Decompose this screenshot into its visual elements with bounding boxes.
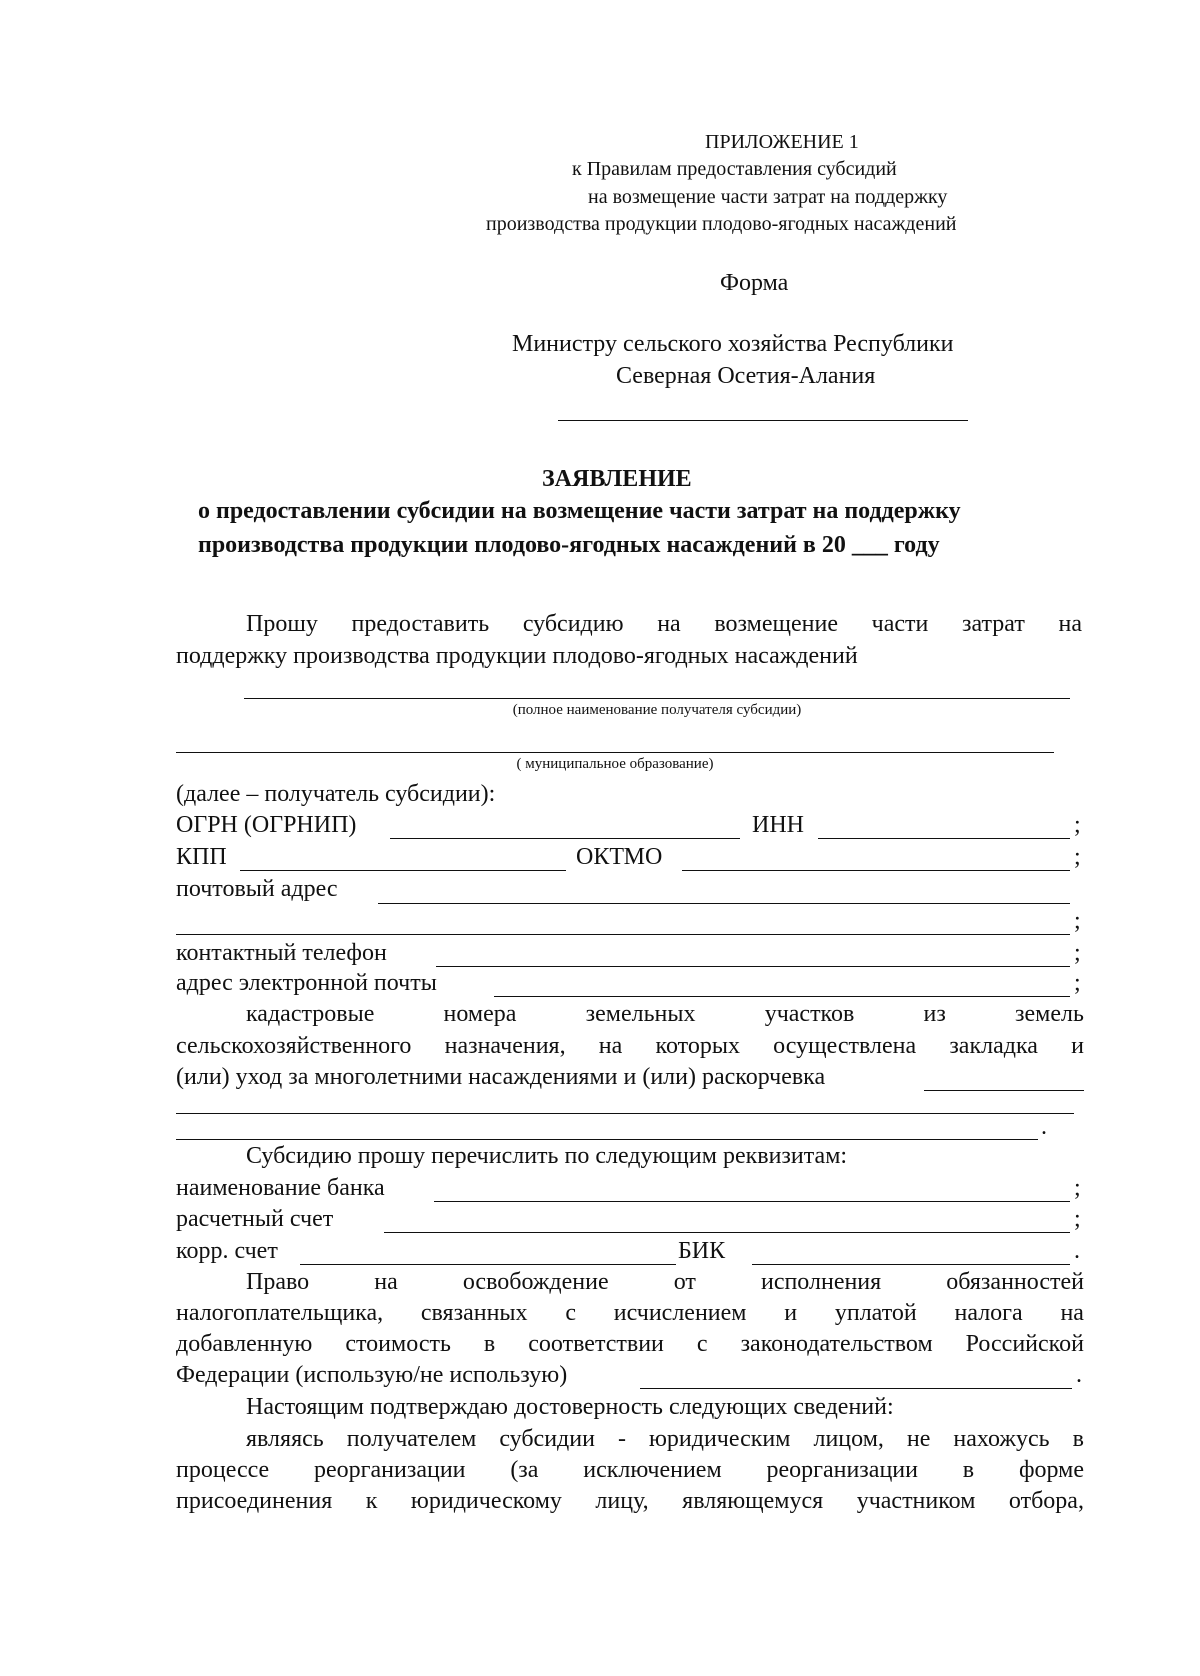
corr-account-field[interactable]: [300, 1264, 676, 1265]
word: в: [483, 1331, 496, 1357]
semicolon: ;: [1074, 1206, 1081, 1232]
municipality-blank: [176, 752, 1054, 753]
word: соответствии: [528, 1331, 664, 1357]
word: которых: [655, 1033, 740, 1059]
cadastral-line-3: (или) уход за многолетними насаждениями и (или) раскорчевка: [176, 1064, 826, 1090]
kpp-field[interactable]: [240, 870, 566, 871]
word: возмещение: [714, 611, 838, 637]
vat-field[interactable]: [640, 1388, 1072, 1389]
word: назначения,: [444, 1033, 566, 1059]
inn-field[interactable]: [818, 838, 1070, 839]
confirm-line-2: [176, 1457, 1084, 1484]
cadastral-field-3[interactable]: [176, 1139, 1038, 1140]
word: субсидии: [499, 1426, 595, 1452]
word: являющемуся: [682, 1488, 824, 1514]
oktmo-field[interactable]: [682, 870, 1070, 871]
addressee-blank-line: [558, 420, 968, 421]
word: номера: [443, 1001, 517, 1027]
caption-recipient-name: (полное наименование получателя субсидии): [512, 702, 802, 718]
word: исполнения: [760, 1269, 882, 1295]
word: исключением: [583, 1457, 722, 1483]
word: и: [784, 1300, 798, 1326]
email-field[interactable]: [494, 996, 1070, 997]
word: отбора,: [1008, 1488, 1084, 1514]
word: и: [1071, 1033, 1084, 1059]
email-label: адрес электронной почты: [176, 970, 437, 996]
word: на: [1058, 611, 1082, 637]
word: из: [923, 1001, 946, 1027]
word: лицу,: [595, 1488, 649, 1514]
hereinafter-text: (далее – получатель субсидии):: [176, 781, 496, 807]
header-line-3: производства продукции плодово-ягодных насаждений: [486, 213, 957, 235]
word: (за: [510, 1457, 539, 1483]
request-line-1: [246, 611, 1082, 638]
word: уплатой: [834, 1300, 917, 1326]
word: Прошу: [246, 611, 318, 637]
word: реорганизации: [314, 1457, 466, 1483]
account-field[interactable]: [384, 1232, 1070, 1233]
document-title: ЗАЯВЛЕНИЕ: [542, 466, 692, 492]
word: затрат: [962, 611, 1025, 637]
semicolon: ;: [1074, 844, 1081, 870]
word: на: [1060, 1300, 1084, 1326]
phone-label: контактный телефон: [176, 940, 387, 966]
word: в: [962, 1457, 975, 1483]
word: исчислением: [613, 1300, 747, 1326]
bank-intro: Субсидию прошу перечислить по следующим реквизитам:: [246, 1143, 848, 1169]
word: налога: [954, 1300, 1023, 1326]
semicolon: ;: [1074, 970, 1081, 996]
bank-name-label: наименование банка: [176, 1175, 385, 1201]
word: не: [906, 1426, 931, 1452]
inn-label: ИНН: [752, 812, 804, 838]
word: юридическим: [648, 1426, 791, 1452]
word: земельных: [585, 1001, 696, 1027]
postal-address-field[interactable]: [378, 903, 1070, 904]
word: на: [374, 1269, 398, 1295]
period: .: [1074, 1238, 1080, 1264]
recipient-name-blank: [244, 698, 1070, 699]
cadastral-line-2: [176, 1033, 1084, 1060]
word: реорганизации: [766, 1457, 918, 1483]
confirm-intro: Настоящим подтверждаю достоверность следующих сведений:: [246, 1394, 894, 1420]
semicolon: ;: [1074, 812, 1081, 838]
vat-line-1: [246, 1269, 1084, 1296]
word: Российской: [965, 1331, 1084, 1357]
addressee-line-1: Министру сельского хозяйства Республики: [512, 331, 954, 357]
semicolon: ;: [1074, 1175, 1081, 1201]
postal-address-label: почтовый адрес: [176, 876, 338, 902]
word: законодательством: [740, 1331, 933, 1357]
cadastral-field[interactable]: [924, 1090, 1084, 1091]
vat-line-2: [176, 1300, 1084, 1327]
word: с: [565, 1300, 576, 1326]
confirm-line-1: [246, 1426, 1084, 1453]
word: на: [657, 611, 681, 637]
word: в: [1072, 1426, 1084, 1452]
account-label: расчетный счет: [176, 1206, 334, 1232]
form-label: Форма: [720, 270, 789, 296]
semicolon: ;: [1074, 940, 1081, 966]
title-subline-1: о предоставлении субсидии на возмещение части затрат на поддержку: [198, 498, 961, 524]
bik-field[interactable]: [752, 1264, 1070, 1265]
word: -: [617, 1426, 626, 1452]
oktmo-label: ОКТМО: [576, 844, 663, 870]
corr-account-label: корр. счет: [176, 1238, 278, 1264]
word: закладка: [949, 1033, 1038, 1059]
caption-municipality: ( муниципальное образование): [516, 756, 714, 772]
bik-label: БИК: [678, 1238, 726, 1264]
word: являясь: [246, 1426, 324, 1452]
vat-line-4: Федерации (использую/не использую): [176, 1362, 568, 1388]
word: предоставить: [351, 611, 490, 637]
word: добавленную: [176, 1331, 313, 1357]
word: с: [696, 1331, 708, 1357]
word: осуществлена: [773, 1033, 917, 1059]
request-line-2: поддержку производства продукции плодово-ягодных насаждений: [176, 643, 858, 669]
word: участков: [764, 1001, 855, 1027]
word: получателем: [346, 1426, 477, 1452]
word: части: [871, 611, 929, 637]
word: налогоплательщика,: [176, 1300, 384, 1326]
kpp-label: КПП: [176, 844, 227, 870]
word: на: [598, 1033, 623, 1059]
vat-line-3: [176, 1331, 1084, 1358]
header-line-2: на возмещение части затрат на поддержку: [588, 186, 948, 208]
cadastral-line-1: [246, 1001, 1084, 1028]
header-line-1: к Правилам предоставления субсидий: [572, 158, 897, 180]
word: земель: [1015, 1001, 1084, 1027]
appendix-number: ПРИЛОЖЕНИЕ 1: [705, 131, 859, 153]
word: форме: [1018, 1457, 1084, 1483]
period: .: [1041, 1114, 1047, 1140]
phone-field[interactable]: [436, 966, 1070, 967]
word: присоединения: [176, 1488, 333, 1514]
ogrn-field[interactable]: [390, 838, 740, 839]
word: нахожусь: [953, 1426, 1050, 1452]
semicolon: ;: [1074, 908, 1081, 934]
word: связанных: [420, 1300, 528, 1326]
word: стоимость: [345, 1331, 451, 1357]
cadastral-field-2[interactable]: [176, 1113, 1074, 1114]
word: от: [673, 1269, 696, 1295]
word: кадастровые: [246, 1001, 375, 1027]
word: участником: [856, 1488, 976, 1514]
word: процессе: [176, 1457, 270, 1483]
word: юридическому: [410, 1488, 562, 1514]
word: к: [365, 1488, 378, 1514]
word: Право: [246, 1269, 310, 1295]
word: обязанностей: [946, 1269, 1084, 1295]
postal-address-field-2[interactable]: [176, 934, 1070, 935]
confirm-line-3: [176, 1488, 1084, 1515]
word: освобождение: [462, 1269, 609, 1295]
bank-name-field[interactable]: [434, 1201, 1070, 1202]
addressee-line-2: Северная Осетия-Алания: [616, 363, 876, 389]
period: .: [1076, 1362, 1082, 1388]
title-subline-2: производства продукции плодово-ягодных насаждений в 20 ___ году: [198, 532, 940, 558]
ogrn-label: ОГРН (ОГРНИП): [176, 812, 357, 838]
word: субсидию: [522, 611, 624, 637]
word: лицом,: [813, 1426, 884, 1452]
word: сельскохозяйственного: [176, 1033, 412, 1059]
